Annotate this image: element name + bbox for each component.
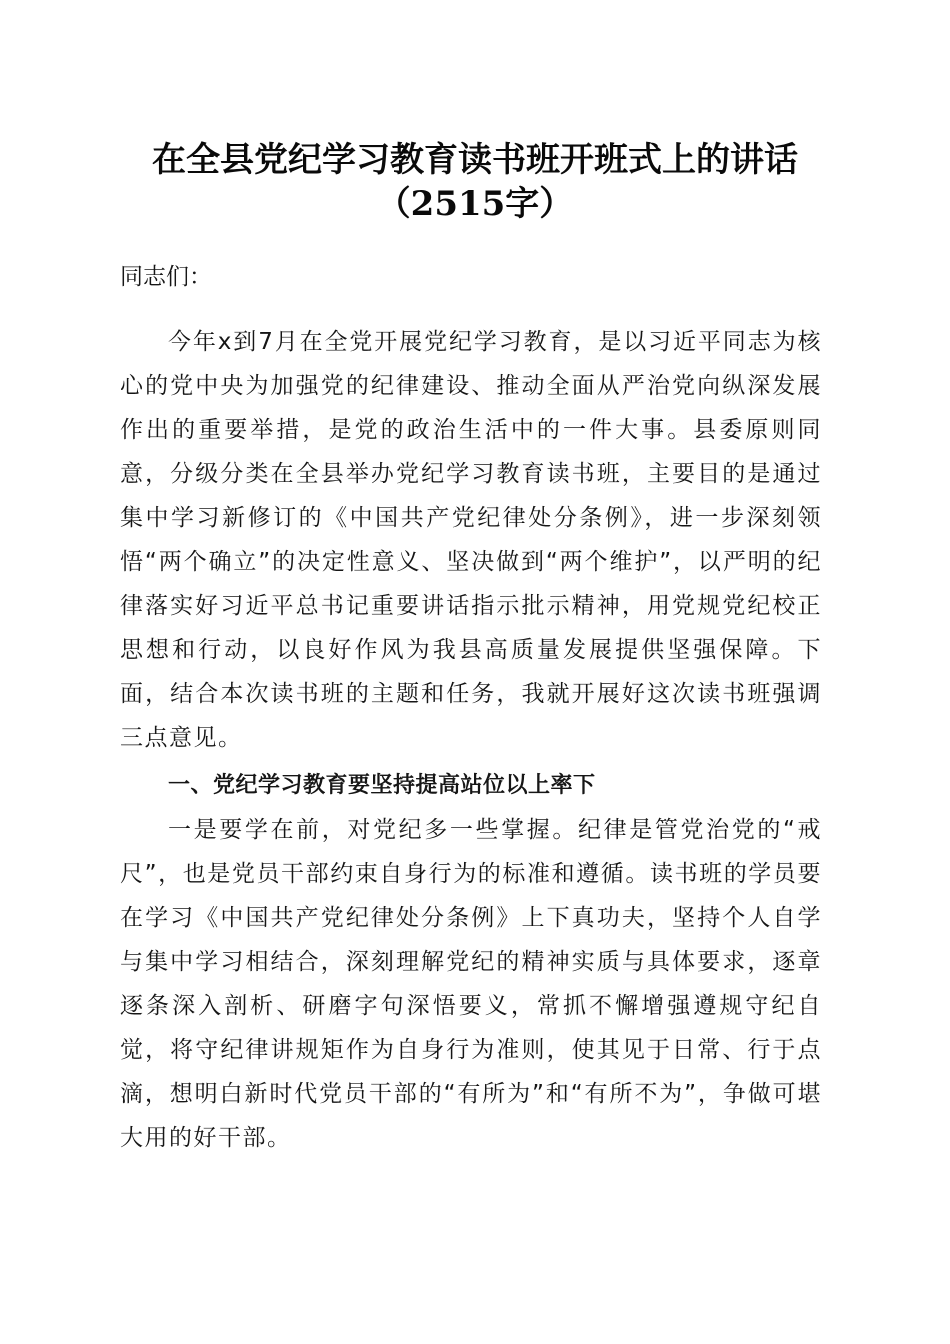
document-title: 在全县党纪学习教育读书班开班式上的讲话 — [152, 140, 798, 180]
document-word-count: （2515字） — [376, 184, 574, 224]
paragraph-section1-point1: 一是要学在前，对党纪多一些掌握。纪律是管党治党的“戒尺”，也是党员干部约束自身行为的标准和遵循。读书班的学员要在学习《中国共产党纪律处分条例》上下真功夫，坚持个人自学与集中学习相结合，深刻理解党纪的精神实质与具体要求，逐章逐条深入剖析、研磨字句深悟要义，常抓不懈增强遵规守纪自觉，将守纪律讲规矩作为自身行为准则，使其见于日常、行于点滴，想明白新时代党员干部的“有所为”和“有所不为”，争做可堪大用的好干部。 — [120, 817, 822, 1151]
paragraph-intro: 今年x到7月在全党开展党纪学习教育，是以习近平同志为核心的党中央为加强党的纪律建设、推动全面从严治党向纵深发展作出的重要举措，是党的政治生活中的一件大事。县委原则同意，分级分类在全县举办党纪学习教育读书班，主要目的是通过集中学习新修订的《中国共产党纪律处分条例》，进一步深刻领悟“两个确立”的决定性意义、坚决做到“两个维护”，以严明的纪律落实好习近平总书记重要讲话指示批示精神，用党规党纪校正思想和行动，以良好作风为我县高质量发展提供坚强保障。下面，结合本次读书班的主题和任务，我就开展好这次读书班强调三点意见。 — [120, 329, 822, 751]
salutation: 同志们： — [120, 264, 212, 290]
section-heading-1: 一、党纪学习教育要坚持提高站位以上率下 — [168, 773, 596, 798]
